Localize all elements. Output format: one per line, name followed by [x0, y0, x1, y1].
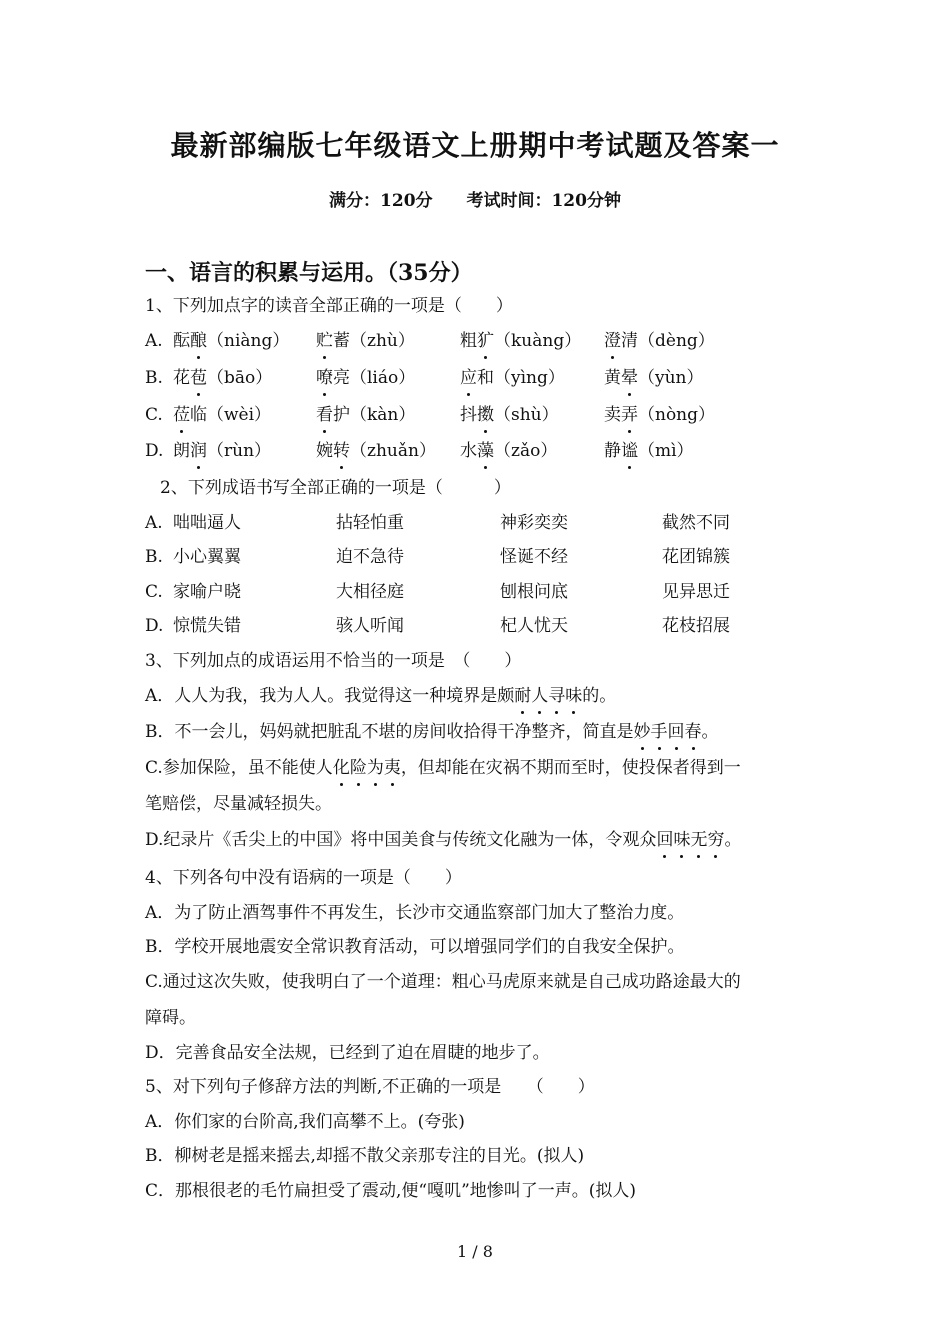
dotted-character: 润 — [190, 437, 207, 465]
option-text: C.参加保险，虽不能使人 — [145, 758, 333, 778]
option-item — [460, 364, 565, 392]
question-4-option-d: D．完善食品安全法规，已经到了迫在眉睫的地步了。 — [145, 1043, 550, 1063]
question-4-stem: 4、下列各句中没有语病的一项是（ ） — [145, 868, 462, 888]
option-text: 。 — [701, 722, 719, 742]
question-3-option-c — [145, 754, 741, 782]
option-label: D. — [145, 441, 164, 461]
idiom: 小心翼翼 — [173, 547, 241, 567]
dotted-character: 澄 — [604, 327, 621, 355]
item-text: （bāo） — [207, 368, 273, 388]
dotted-character: 嘹 — [316, 364, 333, 392]
option-label: A. — [145, 513, 163, 533]
question-1-stem: 1、下列加点字的读音全部正确的一项是（ ） — [145, 296, 513, 316]
dotted-character: 手 — [651, 718, 668, 746]
dotted-character: 犷 — [477, 327, 494, 355]
item-text: 清（dèng） — [621, 331, 715, 351]
option-label: C. — [145, 405, 163, 425]
item-text: （zǎo） — [494, 441, 558, 461]
option-item — [316, 401, 415, 429]
question-5-option-b: B．柳树老是摇来摇去,却摇不散父亲那专注的目光。(拟人) — [145, 1146, 585, 1166]
item-text: （kuàng） — [494, 331, 582, 351]
item-text: （nòng） — [638, 405, 716, 425]
idiom: 花枝招展 — [662, 616, 730, 636]
question-5-option-a: A．你们家的台阶高,我们高攀不上。(夸张) — [145, 1112, 465, 1132]
dotted-character: 人 — [531, 682, 548, 710]
option-item — [604, 401, 715, 429]
item-text: 粗 — [460, 331, 477, 351]
question-3-option-d — [145, 826, 741, 854]
dotted-character: 转 — [333, 437, 350, 465]
option-item — [316, 327, 415, 355]
option-item — [604, 364, 704, 392]
item-text: （mì） — [638, 441, 694, 461]
item-text: 水 — [460, 441, 477, 461]
item-text: 卖 — [604, 405, 621, 425]
idiom: 家喻户晓 — [173, 582, 241, 602]
option-item — [173, 401, 271, 429]
dotted-character: 苞 — [190, 364, 207, 392]
dotted-character: 谧 — [621, 437, 638, 465]
page-title: 最新部编版七年级语文上册期中考试题及答案一 — [170, 129, 780, 162]
dotted-character: 穷 — [707, 826, 724, 854]
dotted-character: 弄 — [621, 401, 638, 429]
item-text: 抖 — [460, 405, 477, 425]
question-4-option-b: B．学校开展地震安全常识教育活动，可以增强同学们的自我安全保护。 — [145, 937, 685, 957]
page-number: 1 / 8 — [457, 1242, 493, 1261]
option-text: ，但却能在灾祸不期而至时，使投保者得到一 — [400, 758, 741, 778]
option-item — [460, 327, 581, 355]
idiom: 惊慌失错 — [173, 616, 241, 636]
idiom: 怪诞不经 — [500, 547, 568, 567]
item-text: （shù） — [494, 405, 559, 425]
dotted-character: 化 — [333, 754, 350, 782]
item-text: 临（wèi） — [190, 405, 272, 425]
dotted-character: 酿 — [190, 327, 207, 355]
question-2-stem: 2、下列成语书写全部正确的一项是（ ） — [160, 478, 511, 498]
idiom: 截然不同 — [662, 513, 730, 533]
option-label: A. — [145, 331, 163, 351]
full-score: 满分：120分 — [329, 191, 433, 211]
idiom: 迫不急待 — [336, 547, 404, 567]
dotted-character: 妙 — [634, 718, 651, 746]
dotted-character: 应 — [460, 364, 477, 392]
option-text: 的。 — [582, 686, 617, 706]
question-4-option-c-continued: 障碍。 — [145, 1008, 196, 1028]
dotted-character: 耐 — [514, 682, 531, 710]
dotted-character: 无 — [690, 826, 707, 854]
item-text: 和（yìng） — [477, 368, 565, 388]
option-text: D.纪录片《舌尖上的中国》将中国美食与传统文化融为一体，令观众 — [145, 830, 657, 850]
dotted-character: 贮 — [316, 327, 333, 355]
item-text: （rùn） — [207, 441, 272, 461]
item-text: （zhuǎn） — [350, 441, 436, 461]
item-text: 静 — [604, 441, 621, 461]
question-3-option-b — [145, 718, 719, 746]
exam-time: 考试时间：120分钟 — [466, 191, 621, 211]
item-text: 亮（liáo） — [333, 368, 416, 388]
question-4-option-c: C.通过这次失败，使我明白了一个道理：粗心马虎原来就是自己成功路途最大的 — [145, 972, 741, 992]
option-text: A．人人为我，我为人人。我觉得这一种境界是颇 — [145, 686, 515, 706]
option-label: B. — [145, 368, 163, 388]
dotted-character: 味 — [565, 682, 582, 710]
idiom: 拈轻怕重 — [336, 513, 404, 533]
option-item — [316, 437, 436, 465]
item-text: 蓄（zhù） — [333, 331, 415, 351]
option-item — [173, 437, 271, 465]
item-text: 朗 — [173, 441, 190, 461]
dotted-character: 寻 — [548, 682, 565, 710]
option-text: 。 — [724, 830, 742, 850]
idiom: 大相径庭 — [336, 582, 404, 602]
dotted-character: 春 — [685, 718, 702, 746]
idiom: 咄咄逼人 — [173, 513, 241, 533]
question-3-stem: 3、下列加点的成语运用不恰当的一项是 （ ） — [145, 651, 522, 671]
item-text: 黄 — [604, 368, 621, 388]
option-label: B. — [145, 547, 163, 567]
question-5-stem: 5、对下列句子修辞方法的判断,不正确的一项是 （ ） — [145, 1077, 595, 1097]
item-text: （niàng） — [207, 331, 290, 351]
item-text: 酝 — [173, 331, 190, 351]
dotted-character: 为 — [367, 754, 384, 782]
item-text: （yùn） — [638, 368, 704, 388]
dotted-character: 藻 — [477, 437, 494, 465]
option-item — [604, 437, 694, 465]
option-item — [460, 437, 557, 465]
option-item — [173, 327, 289, 355]
dotted-character: 味 — [673, 826, 690, 854]
option-item — [460, 401, 559, 429]
dotted-character: 险 — [350, 754, 367, 782]
dotted-character: 擞 — [477, 401, 494, 429]
idiom: 花团锦簇 — [662, 547, 730, 567]
dotted-character: 回 — [668, 718, 685, 746]
idiom: 刨根问底 — [500, 582, 568, 602]
dotted-character: 回 — [656, 826, 673, 854]
item-text: 花 — [173, 368, 190, 388]
option-item — [316, 364, 415, 392]
option-label: D. — [145, 616, 164, 636]
item-text: 婉 — [316, 441, 333, 461]
dotted-character: 晕 — [621, 364, 638, 392]
question-3-option-a — [145, 682, 616, 710]
idiom: 见异思迁 — [662, 582, 730, 602]
dotted-character: 看 — [316, 401, 333, 429]
idiom: 神彩奕奕 — [500, 513, 568, 533]
section-heading: 一、语言的积累与运用。（35分） — [145, 260, 473, 286]
question-3-option-c-continued: 笔赔偿，尽量减轻损失。 — [145, 794, 332, 814]
option-label: C. — [145, 582, 163, 602]
option-item — [173, 364, 272, 392]
option-item — [604, 327, 715, 355]
dotted-character: 莅 — [173, 401, 190, 429]
question-5-option-c: C．那根很老的毛竹扁担受了震动,便“嘎叽”地惨叫了一声。(拟人) — [145, 1181, 637, 1201]
option-text: B．不一会儿，妈妈就把脏乱不堪的房间收拾得干净整齐，简直是 — [145, 722, 634, 742]
question-4-option-a: A．为了防止酒驾事件不再发生，长沙市交通监察部门加大了整治力度。 — [145, 903, 685, 923]
dotted-character: 夷 — [384, 754, 401, 782]
idiom: 骇人听闻 — [336, 616, 404, 636]
idiom: 杞人忧天 — [500, 616, 568, 636]
item-text: 护（kàn） — [333, 405, 416, 425]
exam-info — [0, 186, 950, 211]
